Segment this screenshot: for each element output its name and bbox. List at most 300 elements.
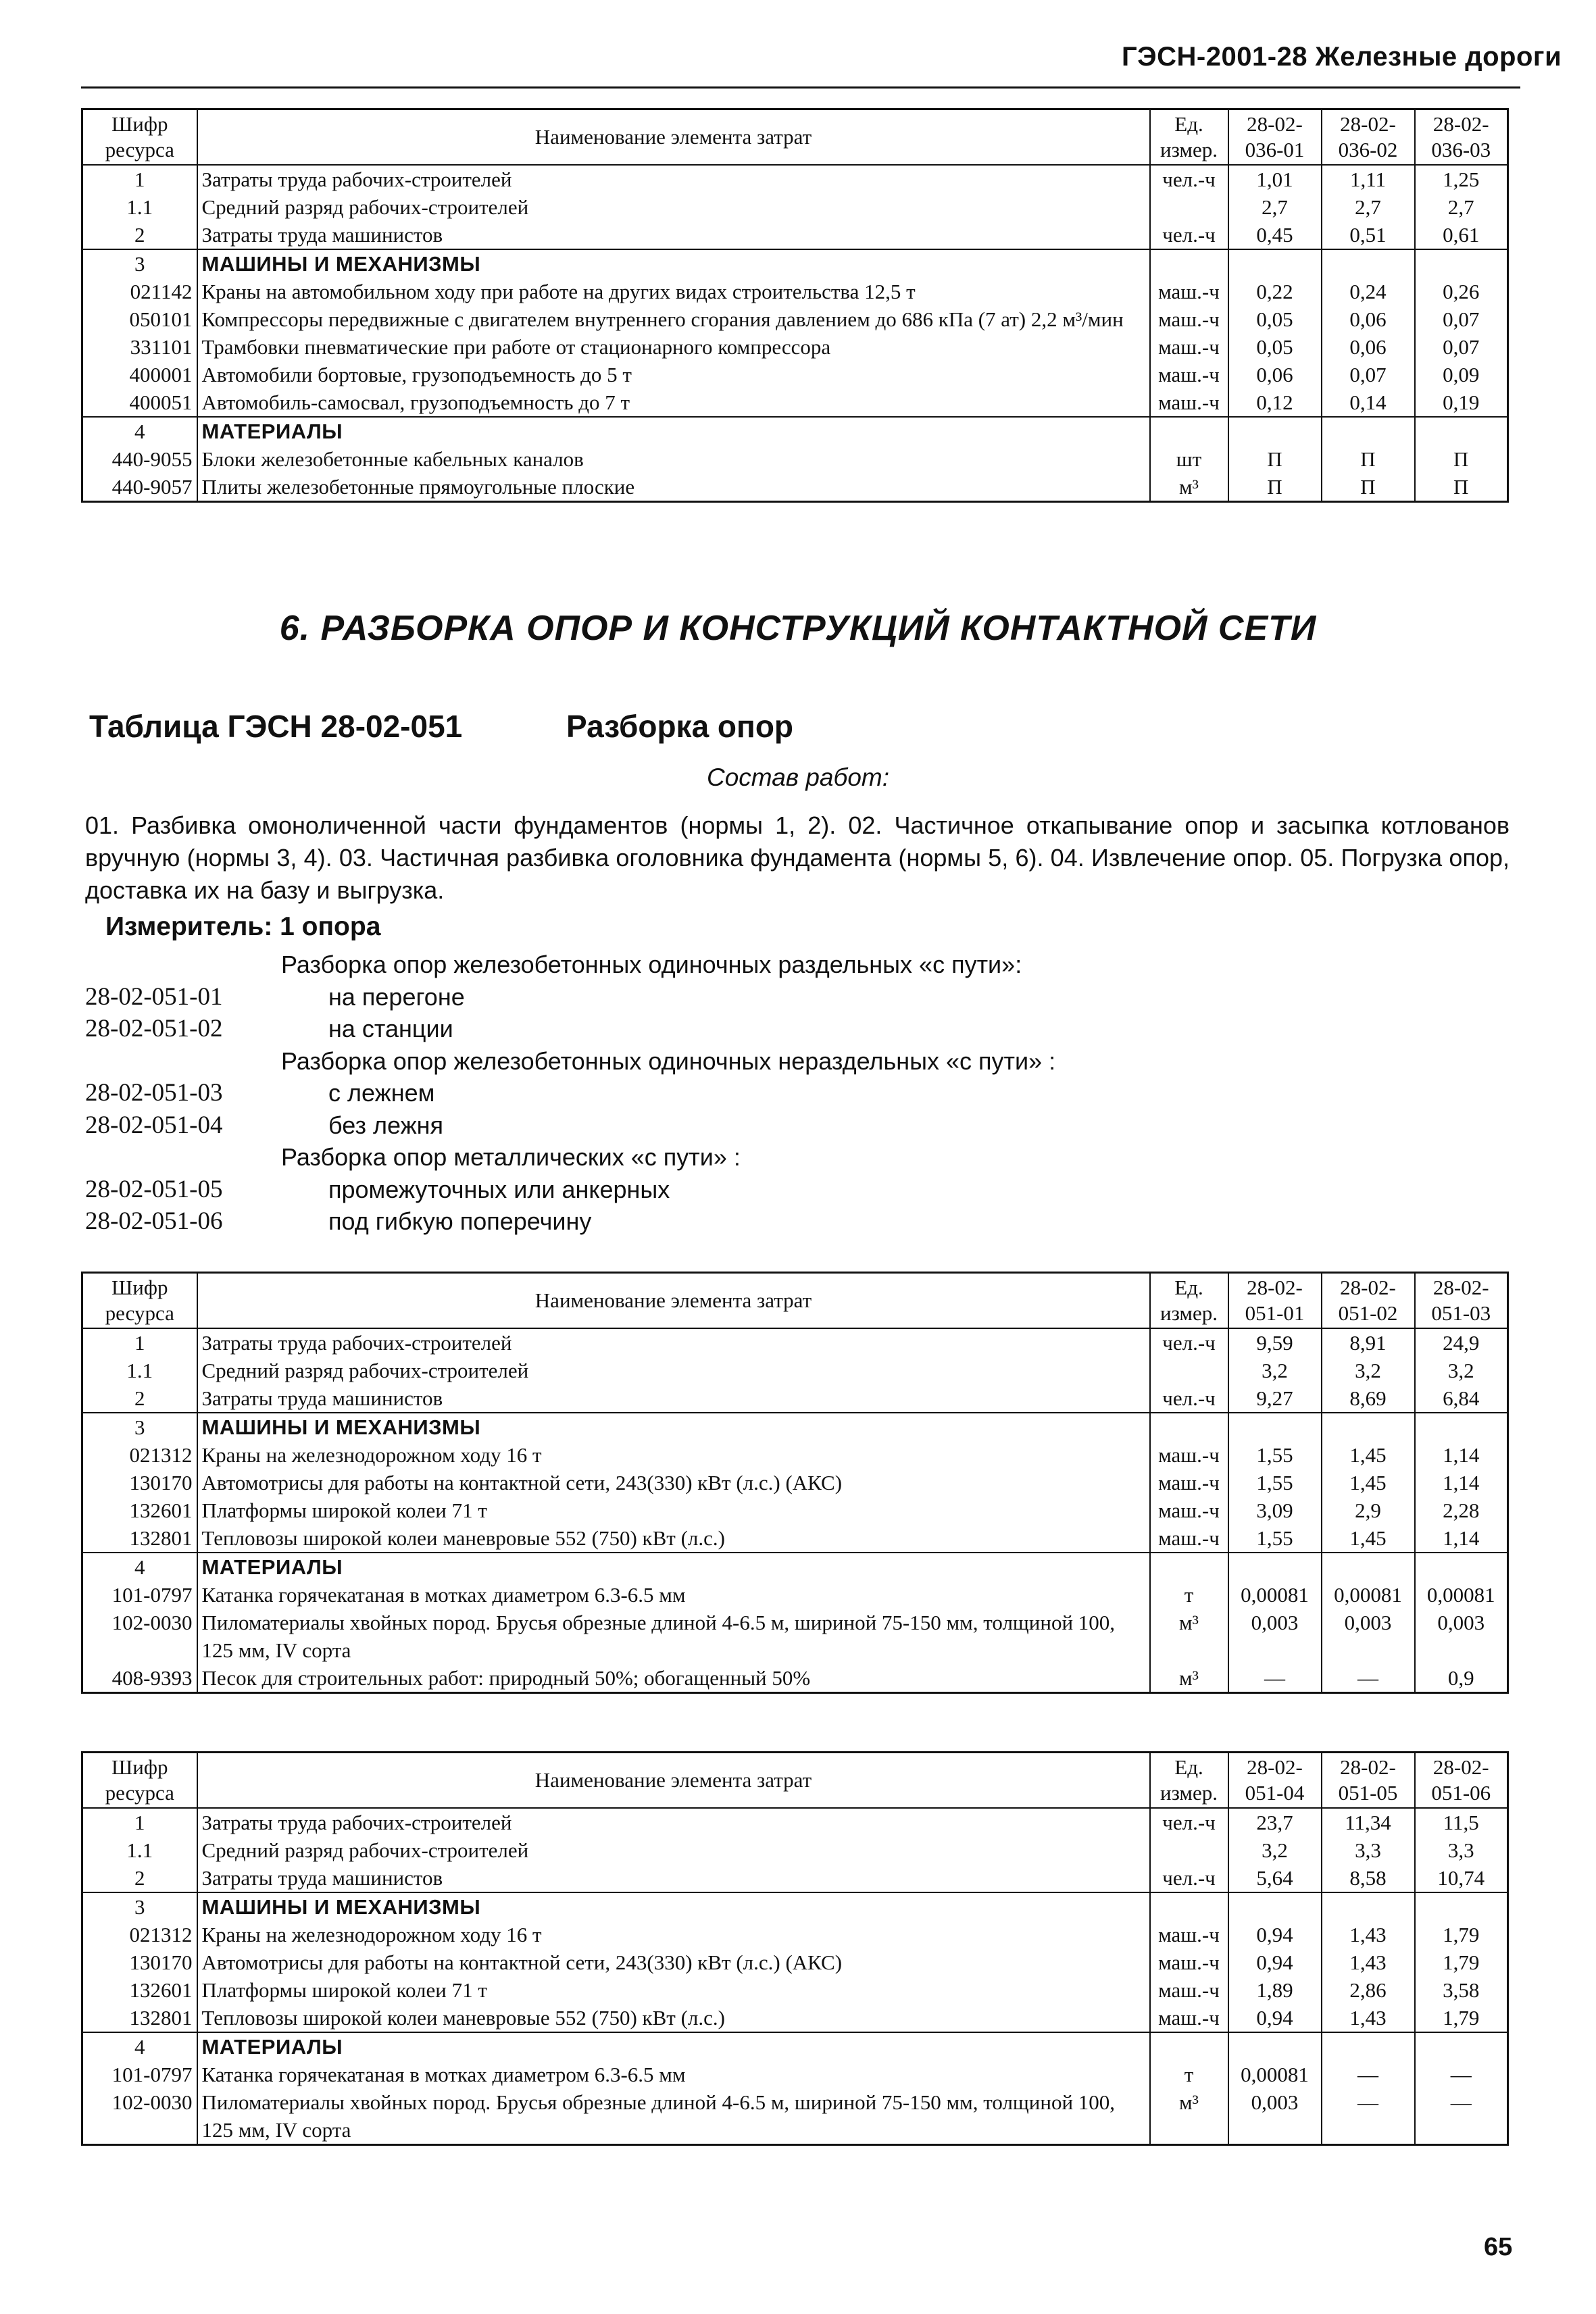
resource-code: 101-0797 xyxy=(82,2061,197,2088)
table-row xyxy=(82,388,1508,417)
resource-code: 440-9057 xyxy=(82,473,197,502)
value-cell: 8,91 xyxy=(1322,1328,1415,1357)
value-cell: 23,7 xyxy=(1228,1808,1322,1836)
cost-element-name: Затраты труда машинистов xyxy=(197,1384,1150,1413)
table-row xyxy=(82,1524,1508,1553)
unit-cell: маш.-ч xyxy=(1150,1524,1228,1553)
value-cell: 2,86 xyxy=(1322,1976,1415,2004)
value-cell xyxy=(1322,417,1415,445)
value-cell: 11,5 xyxy=(1415,1808,1508,1836)
unit-cell xyxy=(1150,193,1228,221)
unit-cell: маш.-ч xyxy=(1150,1496,1228,1524)
table-row xyxy=(82,2088,1508,2145)
header-code: Шифр ресурса xyxy=(82,109,197,166)
value-cell: 1,79 xyxy=(1415,1948,1508,1976)
unit-cell: маш.-ч xyxy=(1150,278,1228,305)
value-cell: П xyxy=(1228,445,1322,473)
cost-element-name: Пиломатериалы хвойных пород. Брусья обрезные длиной 4-6.5 м, шириной 75-150 мм, толщиной 100, 125 мм, IV сорта xyxy=(197,1609,1150,1664)
table-row xyxy=(82,1808,1508,1836)
unit-cell: т xyxy=(1150,1581,1228,1609)
value-cell xyxy=(1415,2032,1508,2061)
section-name: МАШИНЫ И МЕХАНИЗМЫ xyxy=(197,1892,1150,1921)
section-row xyxy=(82,1553,1508,1581)
resource-code: 4 xyxy=(82,2032,197,2061)
value-cell: 0,06 xyxy=(1228,361,1322,388)
value-cell: 3,09 xyxy=(1228,1496,1322,1524)
value-cell xyxy=(1322,249,1415,278)
value-cell: 0,00081 xyxy=(1415,1581,1508,1609)
norm-text: под гибкую поперечину xyxy=(328,1207,592,1235)
value-cell: 9,27 xyxy=(1228,1384,1322,1413)
value-cell: 0,05 xyxy=(1228,333,1322,361)
table-header-row xyxy=(82,109,1508,166)
unit-cell: маш.-ч xyxy=(1150,1921,1228,1948)
norms-list xyxy=(85,949,1504,1238)
section-name: МАШИНЫ И МЕХАНИЗМЫ xyxy=(197,249,1150,278)
page-header-title: ГЭСН-2001-28 Железные дороги xyxy=(1122,42,1562,72)
unit-cell: маш.-ч xyxy=(1150,2004,1228,2032)
resource-code: 1 xyxy=(82,1328,197,1357)
work-composition-heading: Состав работ: xyxy=(706,763,890,791)
unit-cell: чел.-ч xyxy=(1150,1384,1228,1413)
resource-code: 1.1 xyxy=(82,193,197,221)
value-cell xyxy=(1228,1553,1322,1581)
resource-code: 3 xyxy=(82,1892,197,1921)
value-cell xyxy=(1322,1892,1415,1921)
value-cell xyxy=(1228,249,1322,278)
section-title: 6. РАЗБОРКА ОПОР И КОНСТРУКЦИЙ КОНТАКТНОЙ СЕТИ xyxy=(279,609,1317,648)
value-cell: 3,2 xyxy=(1415,1357,1508,1384)
unit-cell xyxy=(1150,1357,1228,1384)
header-unit: Ед. измер. xyxy=(1150,1753,1228,1809)
resource-code: 132801 xyxy=(82,2004,197,2032)
table-row xyxy=(82,1864,1508,1892)
resource-code: 2 xyxy=(82,1384,197,1413)
unit-cell: чел.-ч xyxy=(1150,165,1228,193)
resource-table-051-b xyxy=(81,1751,1509,2146)
unit-cell: т xyxy=(1150,2061,1228,2088)
value-cell: 0,07 xyxy=(1415,305,1508,333)
value-cell: 0,09 xyxy=(1415,361,1508,388)
value-cell: 0,61 xyxy=(1415,221,1508,249)
cost-element-name: Платформы широкой колеи 71 т xyxy=(197,1496,1150,1524)
header-norm-code: 28-02-051-04 xyxy=(1228,1753,1322,1809)
cost-element-name: Средний разряд рабочих-строителей xyxy=(197,193,1150,221)
value-cell xyxy=(1322,2032,1415,2061)
value-cell xyxy=(1322,1413,1415,1441)
table-row xyxy=(82,1948,1508,1976)
header-name: Наименование элемента затрат xyxy=(197,1273,1150,1329)
section-row xyxy=(82,1892,1508,1921)
value-cell: 1,14 xyxy=(1415,1469,1508,1496)
section-name: МАТЕРИАЛЫ xyxy=(197,1553,1150,1581)
cost-element-name: Катанка горячекатаная в мотках диаметром 6.3-6.5 мм xyxy=(197,1581,1150,1609)
resource-code: 331101 xyxy=(82,333,197,361)
unit-cell xyxy=(1150,1553,1228,1581)
unit-cell: маш.-ч xyxy=(1150,1976,1228,2004)
unit-cell: чел.-ч xyxy=(1150,221,1228,249)
value-cell: 1,79 xyxy=(1415,1921,1508,1948)
meter-unit: Измеритель: 1 опора xyxy=(105,912,381,941)
value-cell xyxy=(1228,1892,1322,1921)
header-name: Наименование элемента затрат xyxy=(197,109,1150,166)
value-cell: 10,74 xyxy=(1415,1864,1508,1892)
table-row xyxy=(82,1496,1508,1524)
unit-cell: маш.-ч xyxy=(1150,305,1228,333)
resource-code: 1.1 xyxy=(82,1836,197,1864)
norm-code: 28-02-051-06 xyxy=(85,1207,223,1235)
header-code: Шифр ресурса xyxy=(82,1273,197,1329)
table-header-row xyxy=(82,1273,1508,1329)
header-norm-code: 28-02-051-02 xyxy=(1322,1273,1415,1329)
cost-element-name: Блоки железобетонные кабельных каналов xyxy=(197,445,1150,473)
table-row xyxy=(82,1609,1508,1664)
value-cell: 0,00081 xyxy=(1228,1581,1322,1609)
unit-cell: м³ xyxy=(1150,1609,1228,1664)
section-name: МАТЕРИАЛЫ xyxy=(197,2032,1150,2061)
cost-element-name: Песок для строительных работ: природный 50%; обогащенный 50% xyxy=(197,1664,1150,1693)
value-cell: 0,003 xyxy=(1322,1609,1415,1664)
value-cell: 0,06 xyxy=(1322,305,1415,333)
section-name: МАШИНЫ И МЕХАНИЗМЫ xyxy=(197,1413,1150,1441)
table-row xyxy=(82,1384,1508,1413)
value-cell: 1,01 xyxy=(1228,165,1322,193)
header-rule xyxy=(81,86,1520,89)
cost-element-name: Затраты труда рабочих-строителей xyxy=(197,1328,1150,1357)
norm-code: 28-02-051-01 xyxy=(85,982,223,1011)
value-cell: 0,26 xyxy=(1415,278,1508,305)
value-cell: 3,3 xyxy=(1415,1836,1508,1864)
section-row xyxy=(82,2032,1508,2061)
resource-code: 1 xyxy=(82,1808,197,1836)
norm-item xyxy=(85,1174,1504,1206)
section-row xyxy=(82,417,1508,445)
norm-code: 28-02-051-05 xyxy=(85,1175,223,1203)
cost-element-name: Автомобиль-самосвал, грузоподъемность до 7 т xyxy=(197,388,1150,417)
table-row xyxy=(82,2061,1508,2088)
resource-code: 3 xyxy=(82,249,197,278)
value-cell: 0,00081 xyxy=(1322,1581,1415,1609)
header-unit: Ед. измер. xyxy=(1150,1273,1228,1329)
value-cell: П xyxy=(1322,473,1415,502)
section-row xyxy=(82,1413,1508,1441)
resource-code: 102-0030 xyxy=(82,1609,197,1664)
header-norm-code: 28-02-051-01 xyxy=(1228,1273,1322,1329)
value-cell: 3,2 xyxy=(1228,1836,1322,1864)
cost-element-name: Затраты труда машинистов xyxy=(197,221,1150,249)
value-cell: 2,28 xyxy=(1415,1496,1508,1524)
value-cell xyxy=(1415,417,1508,445)
value-cell: 1,55 xyxy=(1228,1469,1322,1496)
value-cell: 1,89 xyxy=(1228,1976,1322,2004)
unit-cell: м³ xyxy=(1150,1664,1228,1693)
norm-item xyxy=(85,1013,1504,1045)
table-row xyxy=(82,333,1508,361)
table-row xyxy=(82,1664,1508,1693)
cost-element-name: Трамбовки пневматические при работе от стационарного компрессора xyxy=(197,333,1150,361)
unit-cell: чел.-ч xyxy=(1150,1864,1228,1892)
value-cell: 1,55 xyxy=(1228,1524,1322,1553)
table-row xyxy=(82,1976,1508,2004)
value-cell: 0,45 xyxy=(1228,221,1322,249)
resource-table-051-a xyxy=(81,1272,1509,1694)
resource-code: 408-9393 xyxy=(82,1664,197,1693)
norm-text: на станции xyxy=(328,1015,453,1042)
header-norm-code: 28-02-036-02 xyxy=(1322,109,1415,166)
resource-code: 050101 xyxy=(82,305,197,333)
unit-cell xyxy=(1150,417,1228,445)
value-cell: 9,59 xyxy=(1228,1328,1322,1357)
cost-element-name: Платформы широкой колеи 71 т xyxy=(197,1976,1150,2004)
value-cell: 0,94 xyxy=(1228,1921,1322,1948)
resource-code: 021142 xyxy=(82,278,197,305)
table-row xyxy=(82,1921,1508,1948)
value-cell: П xyxy=(1228,473,1322,502)
value-cell: — xyxy=(1415,2061,1508,2088)
unit-cell: маш.-ч xyxy=(1150,388,1228,417)
cost-element-name: Тепловозы широкой колеи маневровые 552 (750) кВт (л.с.) xyxy=(197,2004,1150,2032)
cost-element-name: Компрессоры передвижные с двигателем внутреннего сгорания давлением до 686 кПа (7 ат) 2,2 м³/мин xyxy=(197,305,1150,333)
table-row xyxy=(82,1357,1508,1384)
section-row xyxy=(82,249,1508,278)
value-cell: 0,24 xyxy=(1322,278,1415,305)
value-cell xyxy=(1228,2032,1322,2061)
value-cell: 1,25 xyxy=(1415,165,1508,193)
resource-code: 2 xyxy=(82,221,197,249)
value-cell: 8,69 xyxy=(1322,1384,1415,1413)
value-cell: 1,43 xyxy=(1322,2004,1415,2032)
value-cell: 2,7 xyxy=(1322,193,1415,221)
header-name: Наименование элемента затрат xyxy=(197,1753,1150,1809)
value-cell: — xyxy=(1228,1664,1322,1693)
unit-cell xyxy=(1150,249,1228,278)
resource-code: 101-0797 xyxy=(82,1581,197,1609)
unit-cell: м³ xyxy=(1150,473,1228,502)
norm-item xyxy=(85,1077,1504,1109)
value-cell xyxy=(1415,1553,1508,1581)
header-unit: Ед. измер. xyxy=(1150,109,1228,166)
unit-cell: шт xyxy=(1150,445,1228,473)
table-header-row xyxy=(82,1753,1508,1809)
value-cell xyxy=(1415,1413,1508,1441)
value-cell: 0,003 xyxy=(1228,1609,1322,1664)
table-row xyxy=(82,1469,1508,1496)
value-cell: 0,19 xyxy=(1415,388,1508,417)
value-cell: 0,003 xyxy=(1228,2088,1322,2145)
table-row xyxy=(82,221,1508,249)
cost-element-name: Плиты железобетонные прямоугольные плоские xyxy=(197,473,1150,502)
value-cell: 2,9 xyxy=(1322,1496,1415,1524)
table-row xyxy=(82,1441,1508,1469)
value-cell: 0,00081 xyxy=(1228,2061,1322,2088)
unit-cell xyxy=(1150,1892,1228,1921)
cost-element-name: Затраты труда рабочих-строителей xyxy=(197,165,1150,193)
value-cell: 1,43 xyxy=(1322,1948,1415,1976)
table-label: Таблица ГЭСН 28-02-051 xyxy=(89,709,463,744)
cost-element-name: Тепловозы широкой колеи маневровые 552 (750) кВт (л.с.) xyxy=(197,1524,1150,1553)
unit-cell xyxy=(1150,1413,1228,1441)
unit-cell xyxy=(1150,2032,1228,2061)
resource-code: 440-9055 xyxy=(82,445,197,473)
value-cell: 8,58 xyxy=(1322,1864,1415,1892)
norm-code: 28-02-051-04 xyxy=(85,1111,223,1139)
cost-element-name: Краны на железнодорожном ходу 16 т xyxy=(197,1921,1150,1948)
header-norm-code: 28-02-051-06 xyxy=(1415,1753,1508,1809)
header-norm-code: 28-02-051-03 xyxy=(1415,1273,1508,1329)
resource-code: 400051 xyxy=(82,388,197,417)
resource-code: 2 xyxy=(82,1864,197,1892)
resource-code: 132601 xyxy=(82,1496,197,1524)
header-norm-code: 28-02-051-05 xyxy=(1322,1753,1415,1809)
table-row xyxy=(82,473,1508,502)
unit-cell: маш.-ч xyxy=(1150,1469,1228,1496)
cost-element-name: Затраты труда машинистов xyxy=(197,1864,1150,1892)
value-cell: 0,12 xyxy=(1228,388,1322,417)
value-cell: П xyxy=(1415,445,1508,473)
value-cell: — xyxy=(1322,2061,1415,2088)
value-cell: 3,58 xyxy=(1415,1976,1508,2004)
table-row xyxy=(82,1328,1508,1357)
table-row xyxy=(82,165,1508,193)
cost-element-name: Затраты труда рабочих-строителей xyxy=(197,1808,1150,1836)
header-norm-code: 28-02-036-01 xyxy=(1228,109,1322,166)
value-cell: 0,14 xyxy=(1322,388,1415,417)
norm-group-heading: Разборка опор металлических «с пути» : xyxy=(281,1143,741,1171)
unit-cell: маш.-ч xyxy=(1150,361,1228,388)
resource-code: 132601 xyxy=(82,1976,197,2004)
value-cell: 0,06 xyxy=(1322,333,1415,361)
resource-code: 021312 xyxy=(82,1921,197,1948)
value-cell: 1,45 xyxy=(1322,1469,1415,1496)
resource-code: 400001 xyxy=(82,361,197,388)
resource-code: 130170 xyxy=(82,1469,197,1496)
value-cell: — xyxy=(1322,1664,1415,1693)
table-row xyxy=(82,278,1508,305)
value-cell: 1,11 xyxy=(1322,165,1415,193)
table-name: Разборка опор xyxy=(566,709,794,744)
cost-element-name: Автомобили бортовые, грузоподъемность до 5 т xyxy=(197,361,1150,388)
value-cell xyxy=(1415,1892,1508,1921)
norm-code: 28-02-051-02 xyxy=(85,1015,223,1042)
table-row xyxy=(82,305,1508,333)
value-cell: 1,45 xyxy=(1322,1441,1415,1469)
unit-cell: м³ xyxy=(1150,2088,1228,2145)
value-cell: 2,7 xyxy=(1415,193,1508,221)
value-cell: — xyxy=(1415,2088,1508,2145)
value-cell: 3,2 xyxy=(1228,1357,1322,1384)
cost-element-name: Средний разряд рабочих-строителей xyxy=(197,1836,1150,1864)
unit-cell: маш.-ч xyxy=(1150,1441,1228,1469)
value-cell: 6,84 xyxy=(1415,1384,1508,1413)
norm-text: без лежня xyxy=(328,1111,444,1139)
cost-element-name: Средний разряд рабочих-строителей xyxy=(197,1357,1150,1384)
work-composition-text: 01. Разбивка омоноличенной части фундаментов (нормы 1, 2). 02. Частичное откапывание опор и засыпка котлованов вручную (нормы 3, 4). 03. Частичная разбивка оголовника фундамента (нормы 5, 6). 04. Извлечение опор. 05. Погрузка опор, доставка их на базу и выгрузка. xyxy=(85,811,1510,904)
resource-code: 1.1 xyxy=(82,1357,197,1384)
value-cell: 1,43 xyxy=(1322,1921,1415,1948)
value-cell: 24,9 xyxy=(1415,1328,1508,1357)
value-cell: 3,2 xyxy=(1322,1357,1415,1384)
value-cell: 0,07 xyxy=(1322,361,1415,388)
value-cell: 2,7 xyxy=(1228,193,1322,221)
resource-code: 102-0030 xyxy=(82,2088,197,2145)
norm-item xyxy=(85,1109,1504,1142)
table-row xyxy=(82,445,1508,473)
cost-element-name: Автомотрисы для работы на контактной сети, 243(330) кВт (л.с.) (АКС) xyxy=(197,1469,1150,1496)
unit-cell xyxy=(1150,1836,1228,1864)
cost-element-name: Катанка горячекатаная в мотках диаметром 6.3-6.5 мм xyxy=(197,2061,1150,2088)
page-number: 65 xyxy=(1484,2233,1513,2261)
value-cell: П xyxy=(1415,473,1508,502)
value-cell: 0,94 xyxy=(1228,1948,1322,1976)
resource-code: 130170 xyxy=(82,1948,197,1976)
cost-element-name: Краны на автомобильном ходу при работе на других видах строительства 12,5 т xyxy=(197,278,1150,305)
value-cell: 1,14 xyxy=(1415,1441,1508,1469)
cost-element-name: Краны на железнодорожном ходу 16 т xyxy=(197,1441,1150,1469)
resource-code: 4 xyxy=(82,1553,197,1581)
norm-item xyxy=(85,1205,1504,1238)
cost-element-name: Пиломатериалы хвойных пород. Брусья обрезные длиной 4-6.5 м, шириной 75-150 мм, толщиной 100, 125 мм, IV сорта xyxy=(197,2088,1150,2145)
value-cell: 0,22 xyxy=(1228,278,1322,305)
value-cell: 0,003 xyxy=(1415,1609,1508,1664)
norm-item xyxy=(85,981,1504,1013)
header-code: Шифр ресурса xyxy=(82,1753,197,1809)
resource-code: 021312 xyxy=(82,1441,197,1469)
norm-group-heading: Разборка опор железобетонных одиночных раздельных «с пути»: xyxy=(281,951,1022,978)
unit-cell: чел.-ч xyxy=(1150,1808,1228,1836)
value-cell: П xyxy=(1322,445,1415,473)
value-cell xyxy=(1322,1553,1415,1581)
table-row xyxy=(82,2004,1508,2032)
resource-code: 1 xyxy=(82,165,197,193)
value-cell: 0,05 xyxy=(1228,305,1322,333)
value-cell: 1,45 xyxy=(1322,1524,1415,1553)
table-row xyxy=(82,1581,1508,1609)
resource-code: 3 xyxy=(82,1413,197,1441)
table-row xyxy=(82,361,1508,388)
value-cell: 1,79 xyxy=(1415,2004,1508,2032)
value-cell: 0,51 xyxy=(1322,221,1415,249)
norm-code: 28-02-051-03 xyxy=(85,1079,223,1107)
value-cell: — xyxy=(1322,2088,1415,2145)
section-name: МАТЕРИАЛЫ xyxy=(197,417,1150,445)
norm-text: промежуточных или анкерных xyxy=(328,1175,670,1203)
unit-cell: чел.-ч xyxy=(1150,1328,1228,1357)
table-row xyxy=(82,1836,1508,1864)
value-cell xyxy=(1228,1413,1322,1441)
resource-code: 132801 xyxy=(82,1524,197,1553)
value-cell: 1,14 xyxy=(1415,1524,1508,1553)
value-cell: 5,64 xyxy=(1228,1864,1322,1892)
norm-group-heading: Разборка опор железобетонных одиночных нераздельных «с пути» : xyxy=(281,1047,1056,1075)
value-cell: 0,94 xyxy=(1228,2004,1322,2032)
value-cell: 1,55 xyxy=(1228,1441,1322,1469)
norm-text: на перегоне xyxy=(328,982,465,1011)
resource-table-036 xyxy=(81,108,1509,503)
unit-cell: маш.-ч xyxy=(1150,1948,1228,1976)
value-cell xyxy=(1228,417,1322,445)
table-row xyxy=(82,193,1508,221)
value-cell: 3,3 xyxy=(1322,1836,1415,1864)
value-cell xyxy=(1415,249,1508,278)
norm-text: с лежнем xyxy=(328,1079,435,1107)
header-norm-code: 28-02-036-03 xyxy=(1415,109,1508,166)
unit-cell: маш.-ч xyxy=(1150,333,1228,361)
resource-code: 4 xyxy=(82,417,197,445)
value-cell: 11,34 xyxy=(1322,1808,1415,1836)
value-cell: 0,9 xyxy=(1415,1664,1508,1693)
cost-element-name: Автомотрисы для работы на контактной сети, 243(330) кВт (л.с.) (АКС) xyxy=(197,1948,1150,1976)
value-cell: 0,07 xyxy=(1415,333,1508,361)
